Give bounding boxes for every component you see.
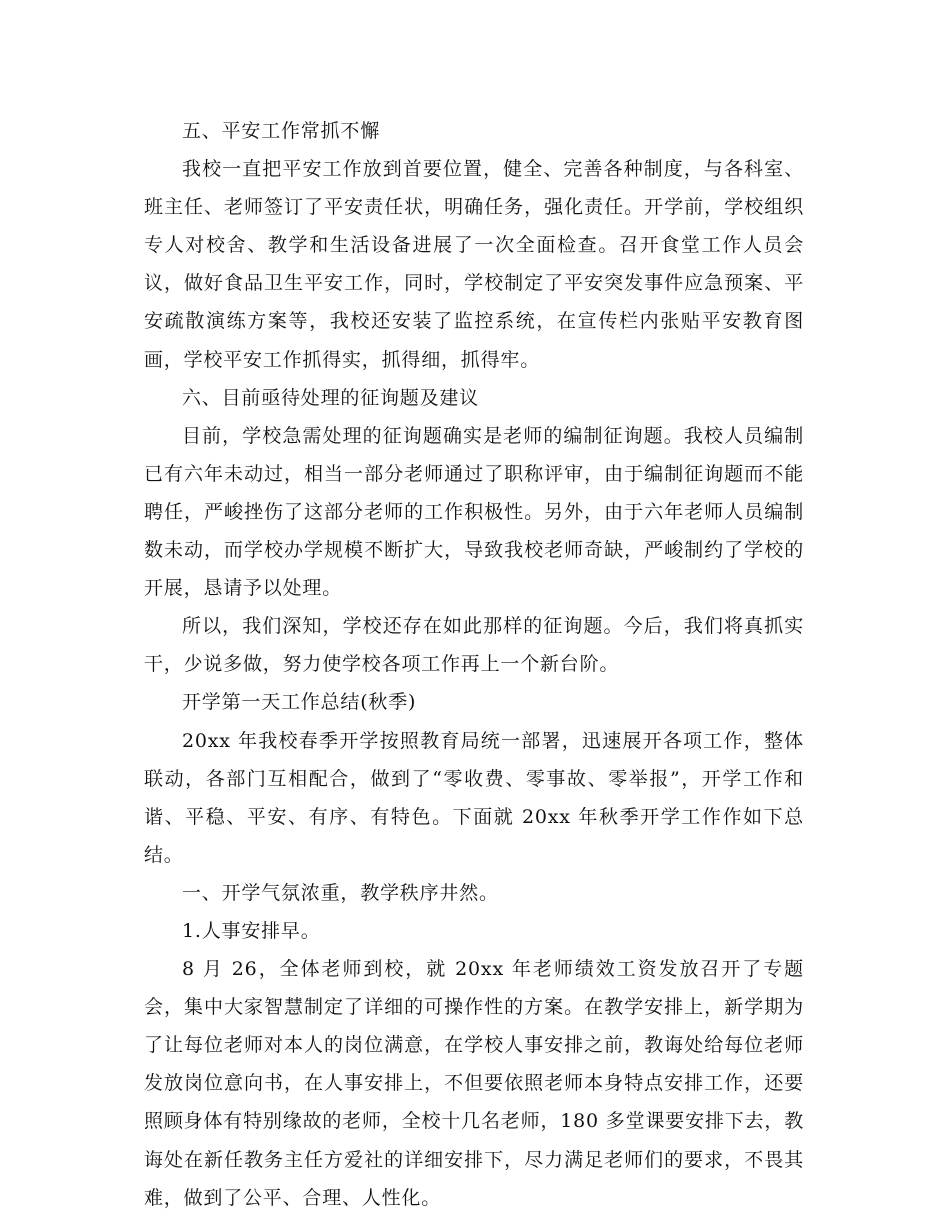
section-heading-atmosphere: 一、开学气氛浓重，教学秩序井然。: [182, 881, 499, 904]
paragraph-safety-work: 我校一直把平安工作放到首要位置，健全、完善各种制度，与各科室、班主任、老师签订了平安责任状，明确任务，强化责任。开学前，学校组织专人对校舍、教学和生活设备进展了一次全面检查。召开食堂工作人员会议，做好食品卫生平安工作，同时，学校制定了平安突发事件应急预案、平安疏散演练方案等，我校还安装了监控系统，在宣传栏内张贴平安教育图画，学校平安工作抓得实，抓得细，抓得牢。: [144, 158, 804, 371]
section-heading-safety: 五、平安工作常抓不懈: [182, 120, 381, 142]
paragraph-conclusion: 所以，我们深知，学校还存在如此那样的征询题。今后，我们将真抓实干，少说多做，努力使学校各项工作再上一个新台阶。: [144, 615, 804, 676]
section-heading-issues: 六、目前亟待处理的征询题及建议: [182, 386, 480, 409]
document-body: [144, 112, 804, 1217]
paragraph-staffing-issue: 目前，学校急需处理的征询题确实是老师的编制征询题。我校人员编制已有六年未动过，相当一部分老师通过了职称评审，由于编制征询题而不能聘任，严峻挫伤了这部分老师的工作积极性。另外，由于六年老师人员编制数未动，而学校办学规模不断扩大，导致我校老师奇缺，严峻制约了学校的开展，恳请予以处理。: [144, 424, 804, 600]
subheading-personnel: 1.人事安排早。: [182, 919, 321, 942]
paragraph-personnel: 8 月 26，全体老师到校，就 20xx 年老师绩效工资发放召开了专题会，集中大家智慧制定了详细的可操作性的方案。在教学安排上，新学期为了让每位老师对本人的岗位满意，在学校人事安排之前，教诲处给每位老师发放岗位意向书，在人事安排上，不但要依照老师本身特点安排工作，还要照顾身体有特别缘故的老师，全校十几名老师，180 多堂课要安排下去，教诲处在新任教务主任方爱社的详细安排下，尽力满足老师们的要求，不畏其难，做到了公平、合理、人性化。: [144, 958, 804, 1209]
paragraph-intro: 20xx 年我校春季开学按照教育局统一部署，迅速展开各项工作，整体联动，各部门互相配合，做到了“零收费、零事故、零举报”，开学工作和谐、平稳、平安、有序、有特色。下面就 20xx 年秋季开学工作作如下总结。: [144, 729, 804, 866]
article-title: 开学第一天工作总结(秋季): [182, 691, 417, 714]
